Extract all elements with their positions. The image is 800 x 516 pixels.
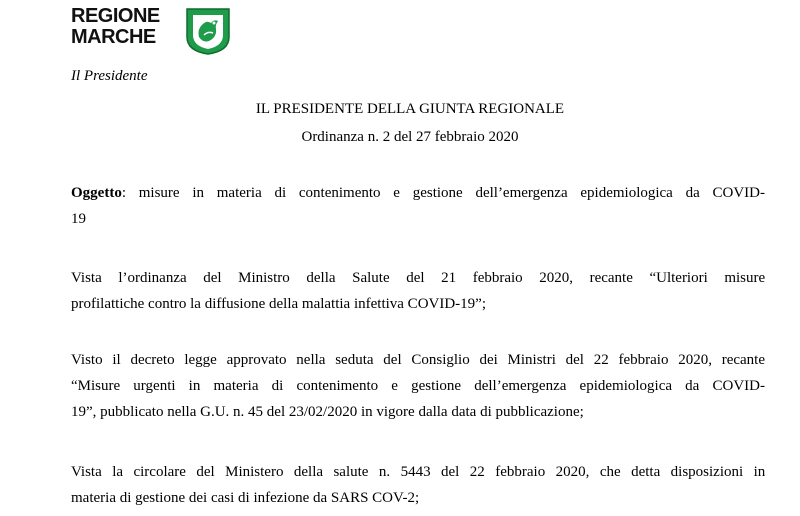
paragraph-line: “Misure urgenti in materia di contenimento e gestione dell’emergenza epidemiologica da COVID-	[71, 378, 765, 394]
paragraph-circular	[71, 459, 765, 511]
paragraph-line: Visto il decreto legge approvato nella seduta del Consiglio dei Ministri del 22 febbraio 2020, recante	[71, 352, 765, 368]
paragraph-line: materia di gestione dei casi di infezione da SARS COV-2;	[71, 490, 420, 506]
subject-line-1	[71, 180, 765, 206]
subject-line-2: 19	[71, 211, 86, 227]
ordinance-number: Ordinanza n. 2 del 27 febbraio 2020	[301, 129, 519, 145]
paragraph-line: Vista la circolare del Ministero della salute n. 5443 del 22 febbraio 2020, che detta disposizioni in	[71, 464, 766, 480]
subject-label: Oggetto	[71, 185, 122, 201]
logo-line-1: REGIONE	[71, 5, 160, 27]
paragraph-decree-law	[71, 347, 765, 425]
paragraph-ordinance-ministry	[71, 265, 765, 317]
logo-wordmark	[71, 6, 181, 48]
subject-text-1: : misure in materia di contenimento e gestione dell’emergenza epidemiologica da COVID-	[121, 185, 765, 201]
regione-marche-logo	[71, 6, 241, 58]
subject-paragraph	[71, 180, 765, 232]
regione-marche-emblem-icon	[185, 7, 231, 55]
logo-line-2: MARCHE	[71, 26, 156, 48]
paragraph-line: 19”, pubblicato nella G.U. n. 45 del 23/02/2020 in vigore dalla data di pubblicazione;	[71, 404, 584, 420]
president-label: Il Presidente	[71, 68, 148, 84]
document-title: IL PRESIDENTE DELLA GIUNTA REGIONALE	[255, 101, 565, 117]
paragraph-line: profilattiche contro la diffusione della malattia infettiva COVID-19”;	[71, 296, 487, 312]
paragraph-line: Vista l’ordinanza del Ministro della Salute del 21 febbraio 2020, recante “Ulteriori misure	[71, 270, 766, 286]
